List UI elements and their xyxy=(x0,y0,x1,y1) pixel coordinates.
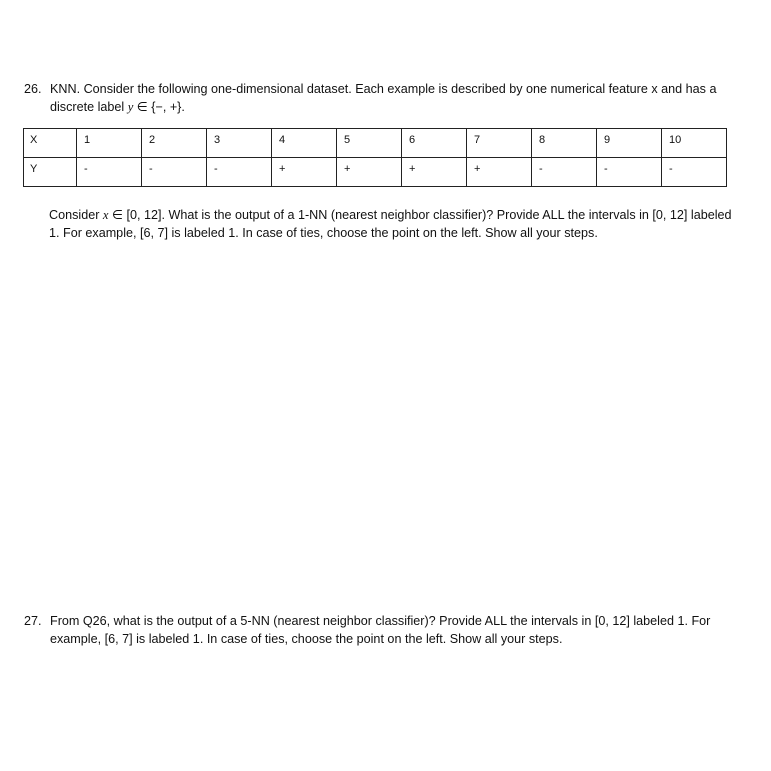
question-26-text: KNN. Consider the following one-dimensional dataset. Each example is described by one numerical feature x and has a discrete label y ∈ {−, +}. xyxy=(50,82,717,114)
table-cell: 5 xyxy=(337,129,402,158)
table-cell: + xyxy=(337,158,402,187)
table-cell: - xyxy=(532,158,597,187)
table-cell: + xyxy=(272,158,337,187)
table-cell: 3 xyxy=(207,129,272,158)
dataset-table xyxy=(23,128,727,187)
feature-variable: x xyxy=(102,208,109,222)
table-row-x xyxy=(24,129,727,158)
table-cell: Y xyxy=(24,158,77,187)
table-cell: - xyxy=(142,158,207,187)
table-cell: - xyxy=(77,158,142,187)
question-26-number: 26. xyxy=(24,82,42,96)
table-row-y xyxy=(24,158,727,187)
table-cell: 2 xyxy=(142,129,207,158)
table-cell: + xyxy=(402,158,467,187)
table-cell: 9 xyxy=(597,129,662,158)
table-cell: 1 xyxy=(77,129,142,158)
table-cell: 7 xyxy=(467,129,532,158)
table-cell: 8 xyxy=(532,129,597,158)
table-cell: - xyxy=(597,158,662,187)
question-26-prompt: Consider x ∈ [0, 12]. What is the output of a 1-NN (nearest neighbor classifier)? Provide ALL the intervals in [0, 12] labeled 1. For example, [6, 7] is labeled 1. In case of ties, choose the point on the left. Show all your steps. xyxy=(49,208,732,240)
table-cell: + xyxy=(467,158,532,187)
question-26 xyxy=(24,80,754,116)
table-cell: 6 xyxy=(402,129,467,158)
question-27-number: 27. xyxy=(24,614,42,628)
table-cell: - xyxy=(662,158,727,187)
table-cell: 10 xyxy=(662,129,727,158)
table-cell: 4 xyxy=(272,129,337,158)
label-variable: y xyxy=(127,100,134,114)
question-27 xyxy=(24,612,754,648)
table-cell: X xyxy=(24,129,77,158)
table-cell: - xyxy=(207,158,272,187)
question-27-text: From Q26, what is the output of a 5-NN (nearest neighbor classifier)? Provide ALL the intervals in [0, 12] labeled 1. For example, [6, 7] is labeled 1. In case of ties, choose the point on the left. Show all your steps. xyxy=(50,614,711,646)
